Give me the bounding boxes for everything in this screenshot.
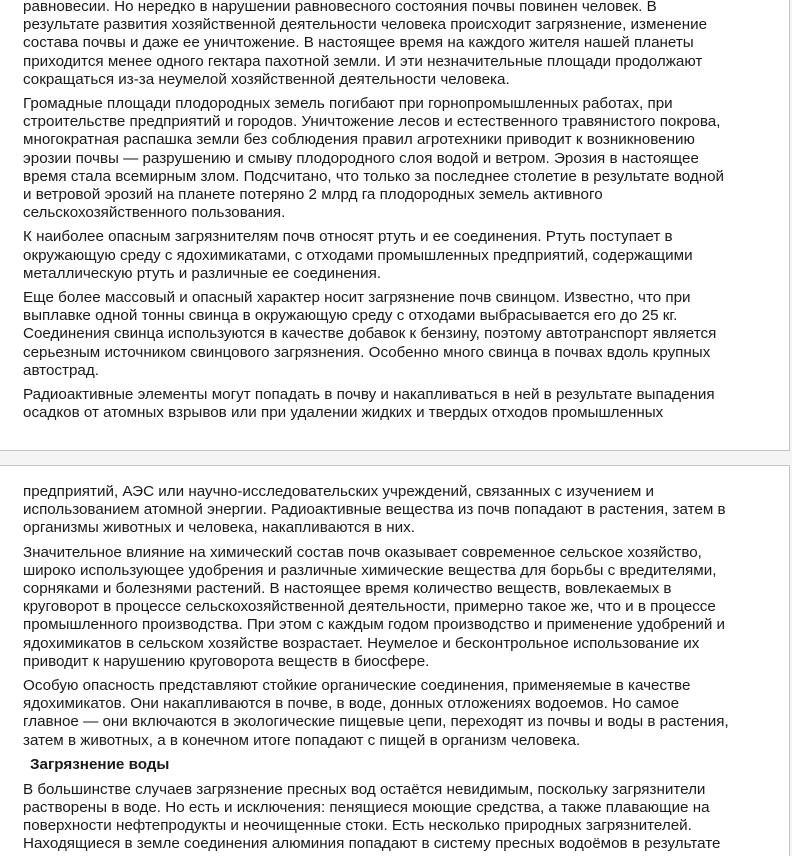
paragraph-agriculture: [23, 544, 773, 671]
text-line: строительстве предприятий и городов. Уничтожение лесов и естественного травянистого покрова,: [23, 113, 721, 131]
text-line: Громадные площади плодородных земель погибают при горнопромышленных работах, при: [23, 95, 673, 113]
text-line: приходится менее одного гектара пахотной земли. И эти незначительные площади продолжают: [23, 52, 703, 70]
text-line: многократная распашка земли без соблюдения правил агротехники приводит к возникновению: [23, 131, 695, 149]
text-line: растворены в воде. Но есть и исключения: пенящиеся моющие средства, а также плавающие на: [23, 799, 710, 817]
text-line: время стала всемирным злом. Подсчитано, что только за последнее столетие в результате водной: [23, 167, 725, 185]
paragraph-freshwater: [23, 781, 773, 854]
paragraph-mercury: [23, 228, 773, 283]
text-line: металлическую ртуть и различные ее соединения.: [23, 264, 382, 282]
text-line: использованием атомной энергии. Радиоактивные вещества из почв попадают в растения, затем в: [23, 501, 726, 519]
paragraph-soil-balance: [23, 0, 773, 89]
text-line: ядохимикатов в сельском хозяйстве возрастает. Неумелое и бесконтрольное использование их: [23, 634, 700, 652]
text-line: ядохимикатов. Они накапливаются в почве, в воде, донных отложениях водоемов. Но самое: [23, 695, 680, 713]
text-line: Особую опасность представляют стойкие органические соединения, применяемые в качестве: [23, 677, 691, 695]
text-line: равновесии. Но нередко в нарушении равновесного состояния почвы повинен человек. В: [23, 0, 657, 15]
text-line: Соединения свинца используются в качестве добавок к бензину, поэтому автотранспорт является: [23, 325, 717, 343]
page-2-content: [23, 483, 773, 856]
text-line: автострад.: [23, 361, 99, 379]
paragraph-erosion: [23, 95, 773, 222]
text-line: состава почвы и даже ее уничтожение. В настоящее время на каждого жителя нашей планеты: [23, 34, 694, 52]
page-1-content: [23, 0, 773, 428]
text-line: результате развития хозяйственной деятельности человека происходит загрязнение, изменение: [23, 16, 708, 34]
text-line: главное — они включаются в экологические пищевые цепи, переходят из почвы и воды в растения,: [23, 713, 729, 731]
text-line: и ветровой эрозий на планете потеряно 2 млрд га плодородных земель активного: [23, 186, 603, 204]
document-page-2: [0, 465, 790, 856]
text-line: Радиоактивные элементы могут попадать в почву и накапливаться в ней в результате выпадения: [23, 386, 715, 404]
text-line: приводит к нарушению круговорота веществ в биосфере.: [23, 652, 430, 670]
paragraph-lead: [23, 289, 773, 380]
text-line: сорняками и болезнями растений. В настоящее время количество веществ, вовлекаемых в: [23, 580, 672, 598]
text-line: К наиболее опасным загрязнителям почв относят ртуть и ее соединения. Ртуть поступает в: [23, 228, 673, 246]
text-line: окружающую среду с ядохимикатами, с отходами промышленных предприятий, содержащими: [23, 246, 693, 264]
text-line: эрозии почвы — разрушению и смыву плодородного слоя водой и ветром. Эрозия в настоящее: [23, 149, 699, 167]
text-line: серьезным источником свинцового загрязнения. Особенно много свинца в почвах вдоль крупных: [23, 343, 711, 361]
text-line: промышленного производства. При этом с каждым годом производство и применение удобрений и: [23, 616, 726, 634]
text-line: Значительное влияние на химический состав почв оказывает современное сельское хозяйство,: [23, 543, 702, 561]
text-line: поверхности нефтепродукты и неочищенные стоки. Есть несколько природных загрязнителей.: [23, 817, 692, 835]
text-line: осадков от атомных взрывов или при удалении жидких и твердых отходов промышленных: [23, 404, 664, 422]
text-line: затем в животных, а в конечном итоге попадают с пищей в организм человека.: [23, 731, 581, 749]
paragraph-organic-compounds: [23, 677, 773, 750]
text-line: В большинстве случаев загрязнение пресных вод остаётся невидимым, поскольку загрязнители: [23, 780, 706, 798]
text-line: широко использующее удобрения и различные химические вещества для борьбы с вредителями,: [23, 561, 717, 579]
paragraph-radioactive: [23, 386, 773, 422]
text-line: выплавке одной тонны свинца в окружающую среду с отходами выбрасывается его до 25 кг.: [23, 307, 678, 325]
text-line: Находящиеся в земле соединения алюминия попадают в систему пресных водоёмов в результате: [23, 835, 721, 853]
text-line: Еще более массовый и опасный характер носит загрязнение почв свинцом. Известно, что при: [23, 289, 691, 307]
text-line: предприятий, АЭС или научно-исследовательских учреждений, связанных с изучением и: [23, 483, 655, 500]
text-line: сельскохозяйственного пользования.: [23, 204, 286, 222]
text-line: сокращаться из-за неумелой хозяйственной деятельности человека.: [23, 70, 510, 88]
text-line: организмы животных и человека, накапливаются в них.: [23, 519, 415, 537]
text-line: круговорот в процессе сельскохозяйственной деятельности, примерно такое же, что и в процессе: [23, 598, 716, 616]
paragraph-radioactive-continued: [23, 483, 773, 538]
section-heading-water-pollution: Загрязнение воды: [30, 755, 170, 773]
